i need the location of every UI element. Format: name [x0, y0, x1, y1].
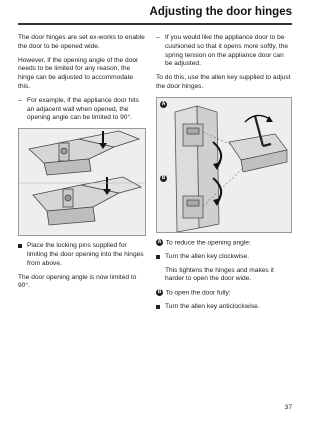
reduce-angle-text: To reduce the opening angle: [165, 239, 251, 247]
label-b-badge: B [161, 174, 166, 181]
tighten-note: This tightens the hinges and makes it harder to open the door wide. [165, 266, 274, 283]
place-pins-text: Place the locking pins supplied for limiting the door opening into the hinges from above. [27, 242, 144, 267]
cushion-text: If you would like the appliance door to be cushioned so that it opens more softly, the spring tension on the appliance door can be adjusted. [165, 34, 289, 68]
example-text: For example, if the appliance door hits an adjacent wall when opened, the opening angle can be limited to 90°. [27, 96, 139, 122]
place-pins-bullet [18, 242, 146, 268]
label-b-icon: B [157, 289, 162, 296]
bullet-square-icon [18, 244, 22, 248]
open-fully-line [156, 289, 292, 298]
page-number: 37 [284, 404, 292, 411]
anticlockwise-bullet [156, 303, 292, 312]
clockwise-text: Turn the allen key clockwise. [165, 252, 250, 260]
bullet-square-icon [156, 255, 160, 259]
clockwise-bullet [156, 253, 292, 262]
cushion-dash-item [156, 34, 292, 69]
left-column [18, 34, 146, 296]
anticlockwise-text: Turn the allen key anticlockwise. [165, 303, 260, 311]
hinge-locking-pin-illustration [18, 128, 146, 236]
limit-paragraph: However, if the opening angle of the door needs to be limited for any reason, the hinge can be adjusted to accommodate this. [18, 56, 139, 90]
allen-key-illustration [156, 97, 292, 233]
page-title: Adjusting the door hinges [149, 6, 292, 18]
limited-paragraph: The door opening angle is now limited to 90°. [18, 273, 137, 290]
example-dash-item [18, 97, 146, 123]
intro-paragraph: The door hinges are set ex-works to enable the door to be opened wide. [18, 34, 145, 50]
hinge-pin-drawing [19, 129, 146, 236]
label-a-badge: A [161, 100, 166, 107]
bullet-square-icon [156, 305, 160, 309]
label-a-icon: A [157, 238, 162, 245]
right-column [156, 34, 292, 317]
open-fully-text: To open the door fully: [165, 289, 231, 297]
allen-key-paragraph: To do this, use the allen key supplied to adjust the door hinges. [156, 74, 291, 90]
allen-key-drawing [157, 98, 292, 233]
header-divider [18, 23, 292, 25]
reduce-angle-line [156, 239, 292, 248]
